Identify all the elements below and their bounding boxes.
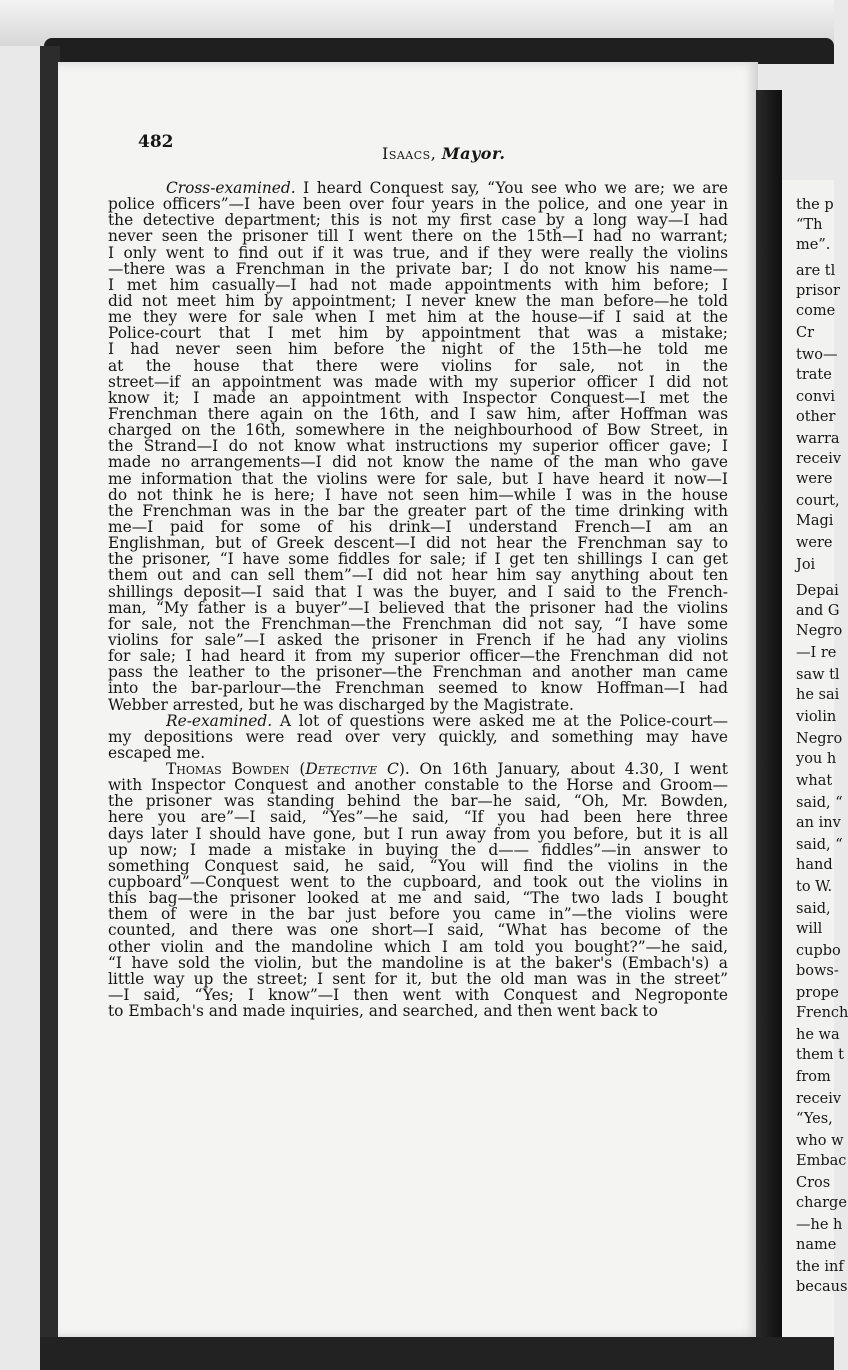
facing-page-fragment: Magi <box>796 513 834 529</box>
facing-page-fragment: an inv <box>796 815 841 831</box>
facing-page-fragment: were <box>796 471 833 487</box>
text-line: do not think he is here; I have not seen him—while I was in the house <box>108 485 728 504</box>
facing-page-fragment: violin <box>796 709 837 725</box>
facing-page-fragment: “Yes, <box>796 1111 833 1127</box>
text-line: me information that the violins were for sale, but I have heard it now—I <box>108 469 728 488</box>
facing-page-fragment: convi <box>796 389 836 405</box>
facing-page-fragment: what <box>796 773 833 789</box>
facing-page-fragment: me”. <box>796 237 831 253</box>
text-line: cupboard”—Conquest went to the cupboard, and took out the violins in <box>108 873 728 892</box>
text-line: this bag—the prisoner looked at me and said, “The two lads I bought <box>108 889 728 908</box>
text-line: them out and can sell them”—I did not hear him say anything about ten <box>108 566 728 585</box>
text-line: with Inspector Conquest and another constable to the Horse and Groom— <box>108 776 728 795</box>
facing-page-fragment: prisor <box>796 283 840 299</box>
facing-page-fragment: charge <box>796 1195 847 1211</box>
text-line: made no arrangements—I did not know the name of the man who gave <box>108 453 728 472</box>
text-line: Thomas Bowden (Detective C). On 16th January, about 4.30, I went <box>166 760 728 779</box>
text-line: for sale; I had heard it from my superior officer—the Frenchman did not <box>108 647 728 666</box>
page-header <box>138 132 728 166</box>
facing-page-fragment: two— <box>796 347 838 363</box>
text-line: the Frenchman was in the bar the greater part of the time drinking with <box>108 501 728 520</box>
book-binding-top <box>44 38 834 64</box>
facing-page-fragment: Joi <box>796 557 816 573</box>
paragraph-lead: Cross-examined. <box>166 179 296 197</box>
running-head-name: Isaacs, <box>382 144 437 163</box>
facing-page-fragment: them t <box>796 1047 844 1063</box>
facing-page-fragment: come <box>796 303 836 319</box>
facing-page-fragment: you h <box>796 751 837 767</box>
facing-page-fragment: Negro <box>796 731 843 747</box>
facing-page-fragment: and G <box>796 603 840 619</box>
facing-page-fragment: the p <box>796 197 834 213</box>
text-line: something Conquest said, he said, “You will find the violins in the <box>108 856 728 875</box>
facing-page-fragment: Embac <box>796 1153 847 1169</box>
facing-page-fragment: other <box>796 409 836 425</box>
facing-page-fragment: receiv <box>796 1091 842 1107</box>
facing-page-fragment: warra <box>796 431 840 447</box>
text-line: man, “My father is a buyer”—I believed that the prisoner had the violins <box>108 598 728 617</box>
facing-page-fragment: said, <box>796 901 831 917</box>
text-line: charged on the 16th, somewhere in the neighbourhood of Bow Street, in <box>108 421 728 440</box>
text-line: Webber arrested, but he was discharged by the Magistrate. <box>108 695 574 714</box>
running-head <box>382 144 505 163</box>
text-line: at the house that there were violins for sale, not in the <box>108 356 728 375</box>
facing-page-fragment: Negro <box>796 623 843 639</box>
facing-page-fragment: saw tl <box>796 667 840 683</box>
text-line: other violin and the mandoline which I am told you bought?”—he said, <box>108 937 728 956</box>
text-line: little way up the street; I sent for it, but the old man was in the street” <box>108 969 728 988</box>
running-head-title: Mayor. <box>441 144 506 163</box>
text-line: the prisoner, “I have some fiddles for sale; if I get ten shillings I can get <box>108 550 728 569</box>
facing-page-fragment: receiv <box>796 451 842 467</box>
facing-page-fragment: from <box>796 1069 831 1085</box>
book-gutter <box>756 90 782 1340</box>
facing-page-fragment: bows- <box>796 963 839 979</box>
text-line: I had never seen him before the night of the 15th—he told me <box>108 340 728 359</box>
facing-page-fragment: —he h <box>796 1217 843 1233</box>
text-line: I only went to find out if it was true, and if they were really the violins <box>108 243 728 262</box>
facing-page-fragment: court, <box>796 493 840 509</box>
paragraph-lead: Re-examined. <box>166 711 273 730</box>
text-line: street—if an appointment was made with my superior officer I did not <box>108 372 728 391</box>
facing-page-fragment: becaus <box>796 1279 848 1295</box>
facing-page-fragment: the inf <box>796 1259 844 1275</box>
facing-page-fragment: “Th <box>796 217 823 233</box>
text-line: Re-examined. A lot of questions were asked me at the Police-court— <box>166 711 728 730</box>
page-number: 482 <box>138 132 174 152</box>
text-line: them of were in the bar just before you came in”—the violins were <box>108 905 728 924</box>
facing-page-fragment: to W. <box>796 879 833 895</box>
facing-page-fragment: are tl <box>796 263 836 279</box>
facing-page-fragment: cupbo <box>796 943 841 959</box>
facing-page-edge <box>782 180 848 1340</box>
text-line: for sale, not the Frenchman—the Frenchman did not say, “I have some <box>108 614 728 633</box>
text-line: —I said, “Yes; I know”—I then went with Conquest and Negroponte <box>108 986 728 1005</box>
text-line: me—I paid for some of his drink—I understand French—I am an <box>108 517 728 536</box>
text-line: my depositions were read over very quickly, and something may have <box>108 727 728 746</box>
paragraph-lead: Thomas Bowden (Detective C) <box>166 760 405 779</box>
text-line: the detective department; this is not my first case by a long way—I had <box>108 211 728 230</box>
facing-page-fragment: French <box>796 1005 848 1021</box>
text-line: violins for sale”—I asked the prisoner in French if he had any violins <box>108 630 728 649</box>
facing-page-fragment: Depai <box>796 583 839 599</box>
text-line: to Embach's and made inquiries, and searched, and then went back to <box>108 1002 658 1021</box>
paragraph-lead-role: Detective C <box>305 760 399 779</box>
facing-page-fragment: Cros <box>796 1175 831 1191</box>
book-bottom-edge <box>40 1337 834 1370</box>
text-line: know it; I made an appointment with Inspector Conquest—I met the <box>108 388 728 407</box>
facing-page-fragment: hand <box>796 857 833 873</box>
body-text <box>108 180 728 1019</box>
text-line: the prisoner was standing behind the bar—he said, “Oh, Mr. Bowden, <box>108 792 728 811</box>
facing-page-fragment: name <box>796 1237 837 1253</box>
facing-page-fragment: trate <box>796 367 832 383</box>
facing-page-fragment: —I re <box>796 645 837 661</box>
book-left-edge <box>40 46 60 1346</box>
text-line: into the bar-parlour—the Frenchman seemed to know Hoffman—I had <box>108 679 728 698</box>
text-line: Police-court that I met him by appointment that was a mistake; <box>108 324 728 343</box>
text-line: Cross-examined. I heard Conquest say, “You see who we are; we are <box>166 179 728 197</box>
text-line: days later I should have gone, but I run away from you before, but it is all <box>108 824 728 843</box>
text-line: up now; I made a mistake in buying the d—— fiddles”—in answer to <box>108 840 728 859</box>
text-line: Frenchman there again on the 16th, and I saw him, after Hoffman was <box>108 404 728 423</box>
text-line: never seen the prisoner till I went there on the 15th—I had no warrant; <box>108 227 728 246</box>
text-line: did not meet him by appointment; I never knew the man before—he told <box>108 291 728 310</box>
facing-page-fragment: said, “ <box>796 795 843 811</box>
text-line: “I have sold the violin, but the mandoline is at the baker's (Embach's) a <box>108 953 728 972</box>
text-line: I met him casually—I had not made appointments with him before; I <box>108 275 728 294</box>
facing-page-fragment: were <box>796 535 833 551</box>
text-line: Englishman, but of Greek descent—I did not hear the Frenchman say to <box>108 534 728 553</box>
text-line: me they were for sale when I met him at the house—if I said at the <box>108 308 728 327</box>
facing-page-fragment: who w <box>796 1133 844 1149</box>
text-line: shillings deposit—I said that I was the buyer, and I said to the French- <box>108 582 728 601</box>
facing-page-fragment: said, “ <box>796 837 843 853</box>
facing-page-fragment: will <box>796 921 823 937</box>
facing-page-fragment: he wa <box>796 1027 840 1043</box>
facing-page-fragment: he sai <box>796 687 840 703</box>
text-line: counted, and there was one short—I said, “What has become of the <box>108 921 728 940</box>
text-line: here you are”—I said, “Yes”—he said, “If you had been here three <box>108 808 728 827</box>
text-line: police officers”—I have been over four years in the police, and one year in <box>108 195 728 214</box>
facing-page-fragment: prope <box>796 985 839 1001</box>
facing-page-fragment: Cr <box>796 325 815 341</box>
text-line: —there was a Frenchman in the private bar; I do not know his name— <box>108 259 728 278</box>
text-line: the Strand—I do not know what instructions my superior officer gave; I <box>108 437 728 456</box>
text-line: escaped me. <box>108 743 206 762</box>
text-line: pass the leather to the prisoner—the Frenchman and another man came <box>108 663 728 682</box>
